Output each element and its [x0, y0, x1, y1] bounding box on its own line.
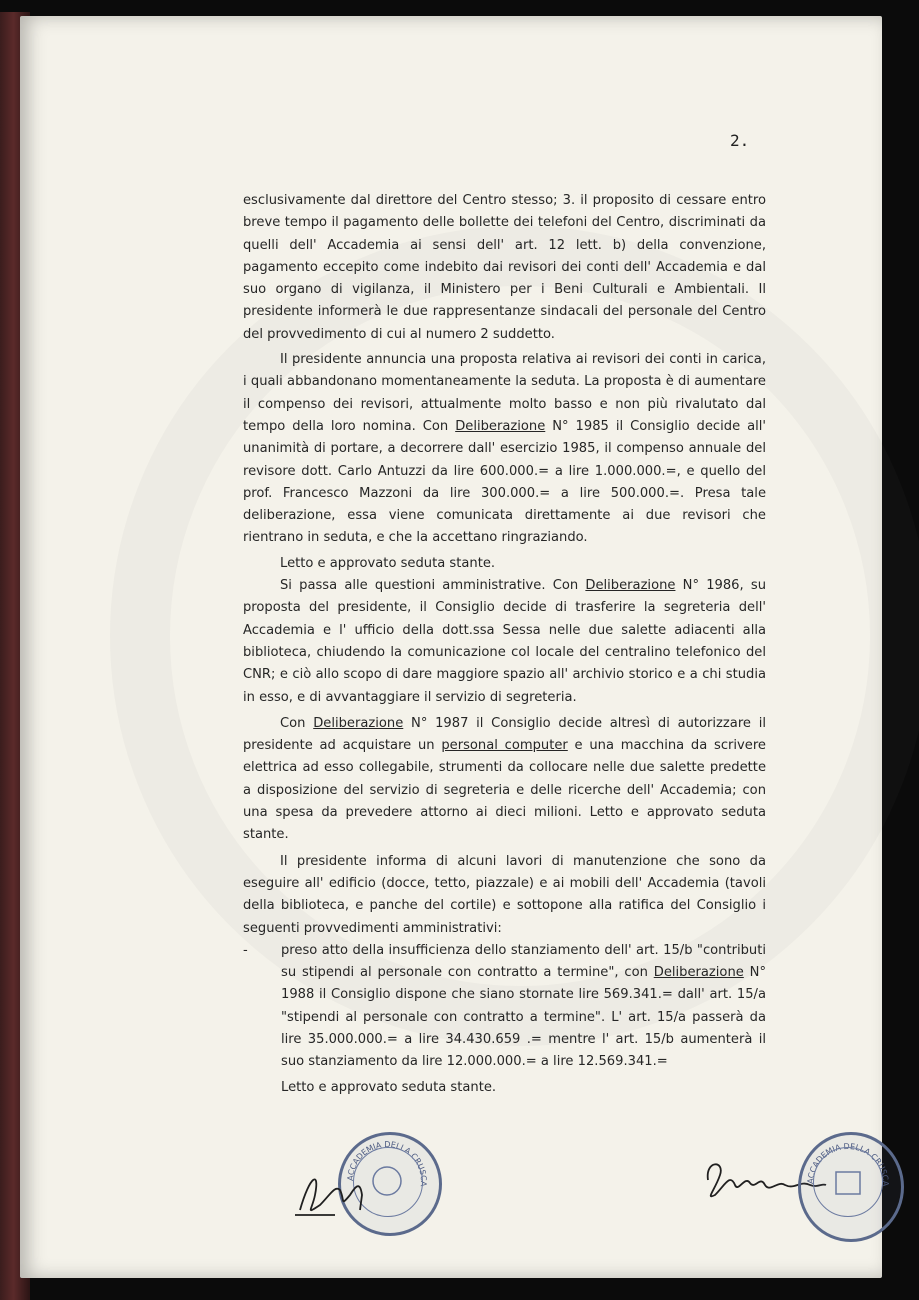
- stamp-right-seal: [798, 1132, 904, 1242]
- svg-text:ACCADEMIA DELLA CRUSCA: ACCADEMIA DELLA CRUSCA: [805, 1141, 891, 1187]
- paragraph-approval: Letto e approvato seduta stante.: [281, 1079, 497, 1095]
- signature-left: [290, 1165, 380, 1225]
- paragraph-6: Il presidente informa di alcuni lavori di manutenzione che sono da eseguire all' edificio (docce, tetto, piazzale) e ai mobili dell' Accademia (tavoli della biblioteca, e panche del cortile) e sottopone alla ratifica del Consiglio i seguenti provvedimenti amministrativi:: [243, 853, 766, 936]
- bullet-item: - preso atto della insufficienza dello stanziamento dell' art. 15/b "contributi su stipendi al personale con contratto a termine", con Deliberazione N° 1988 il Consiglio dispone che siano stornate lire 569.341.= dall' art. 15/a "stipendi al personale con contratto a termine". L' art. 15/a passerà da lire 35.000.000.= a lire 34.430.659 .= mentre l' art. 15/b aumenterà il suo stanziamento da lire 12.000.000.= a lire 12.569.341.=: [243, 942, 766, 1070]
- page-number: 2.: [730, 131, 750, 150]
- paragraph-2: Il presidente annuncia una proposta relativa ai revisori dei conti in carica, i quali abbandonano momentaneamente la seduta. La proposta è di aumentare il compenso dei revisori, attualmente molto basso e non più rivalutato dal tempo della loro nomina. Con Deliberazione N° 1985 il Consiglio decide all' unanimità di portare, a decorrere dall' esercizio 1985, il compenso annuale del revisore dott. Carlo Antuzzi da lire 600.000.= a lire 1.000.000.=, e quello del prof. Francesco Mazzoni da lire 300.000.= a lire 500.000.=. Presa tale deliberazione, essa viene comunicata direttamente ai due revisori che rientrano in seduta, e che la accettano ringraziando.: [243, 352, 766, 546]
- paragraph-5: Con Deliberazione N° 1987 il Consiglio decide altresì di autorizzare il presidente ad acquistare un personal computer e una macchina da scrivere elettrica ad esso collegabile, strumenti da collocare nelle due salette predette a disposizione del servizio di segreteria e delle ricerche dell' Accademia; con una spesa da prevedere attorno ai dieci milioni. Letto e approvato seduta stante.: [243, 715, 766, 843]
- document-body: [243, 190, 766, 1099]
- paragraph-3: Letto e approvato seduta stante.: [280, 555, 496, 571]
- paragraph-4: Si passa alle questioni amministrative. Con Deliberazione N° 1986, su proposta del presidente, il Consiglio decide di trasferire la segreteria dell' Accademia e l' ufficio della dott.ssa Sessa nelle due salette adiacenti alla biblioteca, chiudendo la comunicazione col locale del centralino telefonico del CNR; e ciò allo scopo di dare maggiore spazio all' archivio storico e a chi studia in esso, e di avvantaggiare il servizio di segreteria.: [243, 578, 766, 705]
- paragraph-1: esclusivamente dal direttore del Centro stesso; 3. il proposito di cessare entro breve tempo il pagamento delle bollette dei telefoni del Centro, discriminati da quelli dell' Accademia ai sensi dell' art. 12 lett. b) della convenzione, pagamento eccepito come indebito dai revisori dei conti dell' Accademia e dal suo organo di vigilanza, il Ministero per i Beni Culturali e Ambientali. Il presidente informerà le due rappresentanze sindacali del personale del Centro del provvedimento di cui al numero 2 suddetto.: [243, 193, 766, 342]
- svg-text:ACCADEMIA DELLA CRUSCA: ACCADEMIA DELLA CRUSCA: [345, 1139, 429, 1187]
